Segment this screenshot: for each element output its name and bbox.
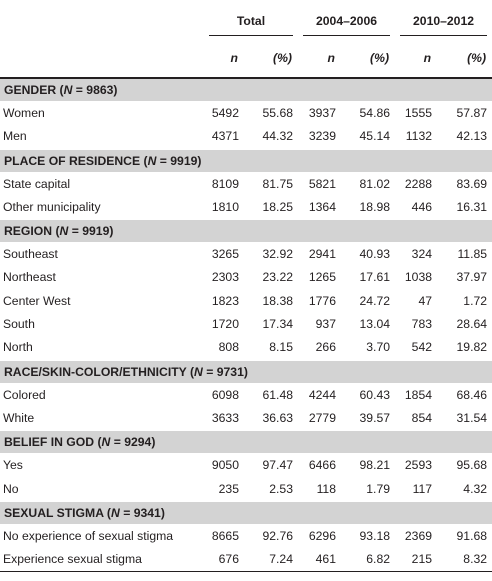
count-cell: 3633	[211, 410, 239, 425]
percent-cell: 4.32	[463, 481, 488, 496]
percent-cell: 91.68	[456, 528, 488, 543]
percent-cell: 7.24	[248, 548, 298, 572]
table-row	[0, 548, 492, 572]
percent-cell: 57.87	[456, 106, 488, 120]
count-cell: 215	[395, 548, 441, 572]
row-label: No experience of sexual stigma	[3, 528, 174, 543]
count-cell: 4244	[308, 387, 336, 402]
count-cell: 1265	[308, 270, 336, 285]
subheader-n-total: n	[204, 39, 248, 78]
section-title-variable: N	[59, 224, 69, 239]
group-header-2010-2012-label: 2010–2012	[400, 7, 487, 36]
section-title-suffix: = 9919)	[68, 224, 114, 239]
section-title-prefix: REGION (	[4, 224, 60, 239]
section-title-variable: N	[194, 364, 203, 379]
percent-cell: 55.68	[262, 106, 293, 120]
group-header-2004-2006	[298, 0, 395, 39]
section-title-prefix: PLACE OF RESIDENCE (	[4, 153, 148, 168]
percent-cell: 36.63	[262, 410, 293, 425]
count-cell: 2779	[308, 410, 336, 425]
section-title-suffix: = 9294)	[110, 435, 156, 450]
count-cell: 324	[411, 247, 433, 262]
count-cell: 1132	[405, 129, 433, 144]
percent-cell: 44.32	[262, 129, 293, 144]
group-header-2004-2006-label: 2004–2006	[303, 7, 390, 36]
table-row	[0, 478, 492, 502]
row-label: Colored	[3, 387, 46, 402]
percent-cell: 81.02	[359, 176, 391, 191]
percent-cell: 18.25	[262, 199, 293, 214]
table-row	[0, 266, 492, 289]
percent-cell: 39.57	[359, 410, 391, 425]
table-row	[0, 383, 492, 407]
row-label: South	[3, 317, 35, 332]
percent-cell: 83.69	[456, 176, 488, 191]
section-title	[0, 78, 492, 102]
percent-cell: 23.22	[262, 270, 293, 285]
row-label: Yes	[3, 458, 23, 473]
percent-cell: 16.31	[456, 199, 488, 214]
section-title-prefix: BELIEF IN GOD (	[4, 435, 102, 450]
row-label: No	[3, 481, 19, 496]
subheader-pct-2004-2006: (%)	[345, 39, 395, 78]
count-cell: 5821	[308, 176, 336, 191]
subheader-n-2004-2006: n	[298, 39, 345, 78]
percent-cell: 13.04	[359, 317, 391, 332]
table-row	[0, 524, 492, 548]
section-header-row	[0, 360, 492, 383]
count-cell: 2303	[211, 270, 239, 285]
group-header-total-label: Total	[209, 7, 293, 36]
count-cell: 676	[204, 548, 248, 572]
section-title-suffix: = 9731)	[202, 364, 248, 379]
percent-cell: 24.72	[359, 293, 391, 308]
count-cell: 266	[315, 340, 336, 355]
count-cell: 808	[218, 340, 239, 355]
count-cell: 117	[412, 481, 433, 496]
subheader-blank-cell	[0, 39, 204, 78]
percent-cell: 1.79	[366, 481, 391, 496]
percent-cell: 42.13	[456, 129, 488, 144]
count-cell: 6466	[308, 458, 336, 473]
percent-cell: 8.32	[441, 548, 492, 572]
column-subheader-row	[0, 39, 492, 78]
section-title-prefix: SEXUAL STIGMA (	[4, 505, 111, 520]
subheader-pct-2010-2012: (%)	[441, 39, 492, 78]
section-title	[0, 360, 492, 383]
percent-cell: 95.68	[456, 458, 488, 473]
section-title-suffix: = 9863)	[72, 83, 118, 97]
row-label: Other municipality	[3, 199, 101, 214]
count-cell: 6296	[308, 528, 336, 543]
section-title-prefix: GENDER (	[4, 83, 64, 97]
count-cell: 2369	[404, 528, 433, 543]
percent-cell: 93.18	[359, 528, 391, 543]
subheader-pct-total: (%)	[248, 39, 298, 78]
count-cell: 854	[411, 410, 433, 425]
table-row	[0, 407, 492, 431]
percent-cell: 17.34	[262, 317, 293, 332]
table-row	[0, 454, 492, 478]
count-cell: 1823	[211, 293, 239, 308]
percent-cell: 11.85	[457, 247, 488, 262]
table-row	[0, 196, 492, 220]
percent-cell: 28.64	[456, 317, 488, 332]
percent-cell: 92.76	[262, 528, 293, 543]
count-cell: 2593	[404, 458, 433, 473]
section-title	[0, 220, 492, 243]
section-title	[0, 149, 492, 172]
percent-cell: 97.47	[262, 458, 293, 473]
count-cell: 8665	[211, 528, 239, 543]
percent-cell: 18.38	[262, 293, 293, 308]
table-row	[0, 290, 492, 313]
count-cell: 1555	[404, 106, 433, 120]
count-cell: 3937	[308, 106, 336, 120]
count-cell: 8109	[211, 176, 239, 191]
percent-cell: 32.92	[262, 247, 293, 262]
percent-cell: 19.82	[456, 340, 488, 355]
count-cell: 9050	[211, 458, 239, 473]
count-cell: 1776	[308, 293, 336, 308]
section-title-variable: N	[63, 83, 73, 97]
row-label: Experience sexual stigma	[0, 548, 204, 572]
percent-cell: 17.61	[359, 270, 391, 285]
percent-cell: 3.70	[366, 340, 391, 355]
count-cell: 783	[411, 317, 433, 332]
section-header-row	[0, 431, 492, 454]
table-row	[0, 172, 492, 196]
count-cell: 1810	[211, 199, 239, 214]
count-cell: 4371	[211, 129, 239, 144]
count-cell: 1720	[211, 317, 239, 332]
table-row	[0, 125, 492, 149]
percent-cell: 60.43	[359, 387, 391, 402]
count-cell: 3239	[308, 129, 336, 144]
table-row	[0, 336, 492, 360]
row-label: White	[3, 410, 35, 425]
count-cell: 47	[418, 293, 433, 308]
table-row	[0, 102, 492, 126]
percent-cell: 98.21	[359, 458, 391, 473]
section-title	[0, 501, 492, 524]
percent-cell: 2.53	[269, 481, 293, 496]
count-cell: 542	[411, 340, 433, 355]
count-cell: 118	[316, 481, 336, 496]
count-cell: 446	[411, 199, 433, 214]
header-blank-cell	[0, 0, 204, 39]
row-label: Northeast	[3, 270, 56, 285]
percent-cell: 40.93	[359, 247, 391, 262]
percent-cell: 8.15	[269, 340, 293, 355]
row-label: State capital	[3, 176, 71, 191]
percent-cell: 6.82	[345, 548, 395, 572]
percent-cell: 31.54	[456, 410, 488, 425]
section-header-row	[0, 149, 492, 172]
row-label: North	[3, 340, 33, 355]
count-cell: 6098	[211, 387, 239, 402]
count-cell: 2941	[308, 247, 336, 262]
section-title-prefix: RACE/SKIN-COLOR/ETHNICITY (	[4, 364, 195, 379]
percent-cell: 54.86	[359, 106, 391, 120]
percent-cell: 68.46	[456, 387, 488, 402]
table-row	[0, 243, 492, 267]
row-label: Women	[3, 106, 45, 120]
count-cell: 461	[298, 548, 345, 572]
count-cell: 1364	[308, 199, 336, 214]
percent-cell: 18.98	[359, 199, 391, 214]
count-cell: 1038	[404, 270, 433, 285]
section-header-row	[0, 501, 492, 524]
group-header-2010-2012	[395, 0, 492, 39]
table-row	[0, 313, 492, 336]
percent-cell: 61.48	[262, 387, 293, 402]
percent-cell: 37.97	[456, 270, 488, 285]
section-title-variable: N	[147, 153, 157, 168]
section-title-variable: N	[111, 505, 120, 520]
count-cell: 1854	[404, 387, 433, 402]
percent-cell: 81.75	[262, 176, 293, 191]
count-cell: 3265	[211, 247, 239, 262]
row-label: Men	[3, 129, 27, 144]
column-group-header-row	[0, 0, 492, 39]
count-cell: 2288	[404, 176, 433, 191]
count-cell: 937	[315, 317, 336, 332]
table-body	[0, 78, 492, 572]
section-title	[0, 431, 492, 454]
subheader-n-2010-2012: n	[395, 39, 441, 78]
row-label: Center West	[3, 293, 71, 308]
percent-cell: 45.14	[359, 129, 391, 144]
group-header-total	[204, 0, 298, 39]
section-title-suffix: = 9341)	[119, 505, 165, 520]
section-header-row	[0, 78, 492, 102]
count-cell: 235	[218, 481, 239, 496]
percent-cell: 1.72	[463, 293, 488, 308]
count-cell: 5492	[211, 106, 239, 120]
section-title-suffix: = 9919)	[156, 153, 202, 168]
row-label: Southeast	[3, 247, 58, 262]
section-header-row	[0, 220, 492, 243]
section-title-variable: N	[101, 435, 111, 450]
